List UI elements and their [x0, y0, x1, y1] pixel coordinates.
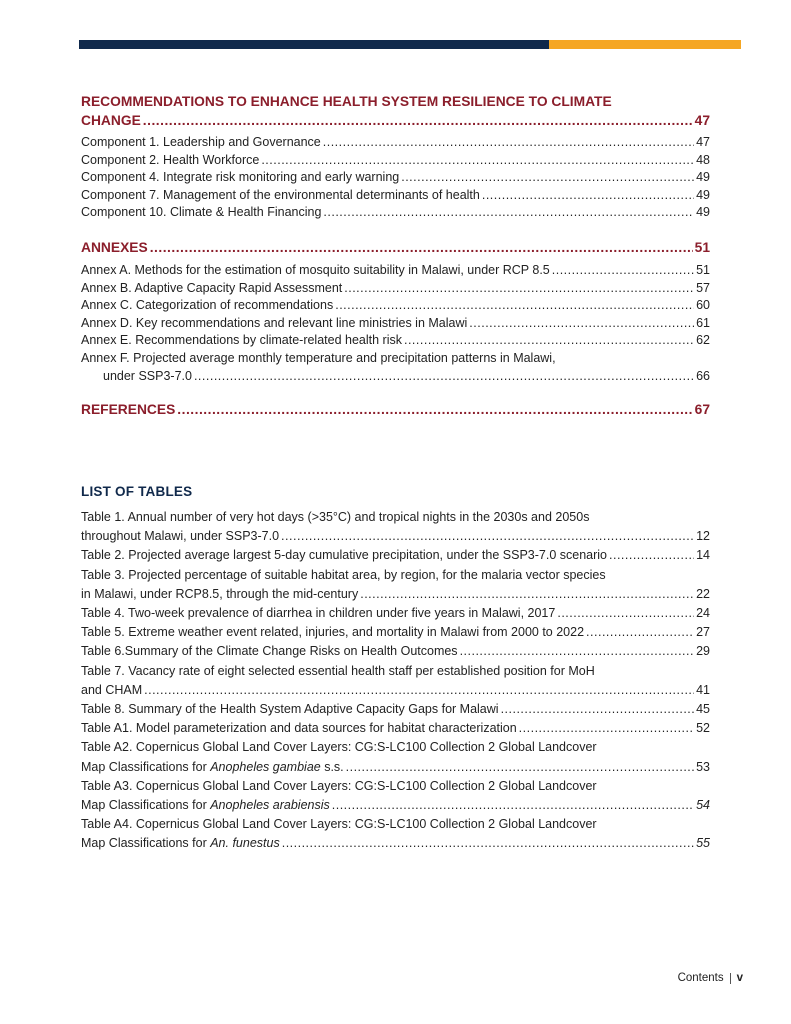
toc-item[interactable] — [81, 169, 710, 187]
toc-item-page: 49 — [696, 170, 710, 185]
toc-item[interactable] — [81, 297, 710, 315]
toc-item-page: 57 — [696, 280, 710, 295]
toc-item-label: Annex C. Categorization of recommendations — [81, 298, 334, 313]
table-entry-page: 45 — [696, 702, 710, 717]
toc-item[interactable] — [81, 134, 710, 152]
toc-heading-page: 51 — [694, 240, 710, 255]
table-entry-page: 27 — [696, 625, 710, 640]
toc-item-page: 62 — [696, 333, 710, 348]
toc-item-page: 51 — [696, 263, 710, 277]
toc-item-page: 48 — [696, 152, 710, 167]
table-entry[interactable] — [81, 681, 710, 700]
table-entry[interactable] — [81, 719, 710, 738]
toc-item-page: 47 — [696, 135, 710, 149]
table-entry[interactable] — [81, 700, 710, 719]
table-entry-label: Table 2. Projected average largest 5-day cumulative precipitation, under the SSP3-7.0 scenario — [81, 548, 607, 563]
table-entry[interactable] — [81, 623, 710, 642]
toc-item-label: Annex E. Recommendations by climate-related health risk — [81, 333, 402, 348]
footer-label: Contents — [677, 972, 724, 984]
table-entry-page: 41 — [696, 682, 710, 697]
table-entry-label: in Malawi, under RCP8.5, through the mid-century — [81, 586, 359, 601]
toc-item-page: 60 — [696, 298, 710, 313]
toc-item-label: Component 4. Integrate risk monitoring and early warning — [81, 170, 400, 185]
toc-heading-recommendations-line1: RECOMMENDATIONS TO ENHANCE HEALTH SYSTEM RESILIENCE TO CLIMATE — [81, 94, 612, 109]
table-entry[interactable] — [81, 585, 710, 604]
toc-item-label: Component 2. Health Workforce — [81, 152, 260, 167]
table-entry-page: 22 — [696, 586, 710, 601]
table-entry-label: throughout Malawi, under SSP3-7.0 — [81, 529, 280, 544]
toc-item[interactable] — [81, 315, 710, 333]
table-entry-label: Table 8. Summary of the Health System Adaptive Capacity Gaps for Malawi — [81, 702, 499, 717]
table-entry-page: 52 — [696, 721, 710, 736]
toc-item-label: Annex D. Key recommendations and relevant line ministries in Malawi — [81, 315, 468, 330]
footer-page-number: v — [736, 972, 743, 984]
table-entry-label: Table 5. Extreme weather event related, injuries, and mortality in Malawi from 2000 to 2022 — [81, 625, 585, 640]
table-entry-line[interactable]: Table A4. Copernicus Global Land Cover Layers: CG:S-LC100 Collection 2 Global Landcover — [81, 817, 597, 832]
toc-item-label: Component 7. Management of the environmental determinants of health — [81, 187, 480, 202]
table-entry[interactable] — [81, 527, 710, 546]
toc-heading-recommendations[interactable] — [81, 111, 710, 130]
table-entry-label: Map Classifications for An. funestus — [81, 836, 280, 851]
table-entry-line[interactable]: Table 3. Projected percentage of suitable habitat area, by region, for the malaria vector species — [81, 567, 606, 582]
toc-item-page: 49 — [696, 205, 710, 220]
toc-heading-page: 47 — [694, 113, 710, 128]
table-entry-page: 53 — [696, 759, 710, 774]
footer-divider — [730, 973, 731, 984]
top-color-bar — [79, 40, 741, 49]
toc-heading-references[interactable] — [81, 400, 710, 420]
table-entry-label: Table 4. Two-week prevalence of diarrhea in children under five years in Malawi, 2017 — [81, 606, 556, 621]
toc-item[interactable] — [81, 187, 710, 205]
toc-item-label: Annex A. Methods for the estimation of mosquito suitability in Malawi, under RCP 8.5 — [81, 263, 550, 277]
toc-item[interactable] — [81, 204, 710, 222]
toc-heading-page: 67 — [694, 402, 710, 417]
toc-item-annex-f-line1[interactable]: Annex F. Projected average monthly temperature and precipitation patterns in Malawi, — [81, 350, 556, 365]
table-entry-line[interactable]: Table A3. Copernicus Global Land Cover Layers: CG:S-LC100 Collection 2 Global Landcover — [81, 778, 597, 793]
table-entry-page: 14 — [696, 548, 710, 563]
toc-annexes — [81, 238, 710, 385]
toc-item[interactable] — [81, 332, 710, 350]
toc-heading-annexes[interactable] — [81, 238, 710, 258]
toc-item-label: Annex B. Adaptive Capacity Rapid Assessment — [81, 280, 343, 295]
table-entry-page: 24 — [696, 606, 710, 621]
table-entry-label: and CHAM — [81, 682, 143, 697]
toc-item-label: Component 1. Leadership and Governance — [81, 135, 321, 149]
table-entry-line[interactable]: Table 1. Annual number of very hot days (>35°C) and tropical nights in the 2030s and 2050s — [81, 510, 590, 524]
table-entry-page: 12 — [696, 529, 710, 544]
table-entry-page: 54 — [696, 798, 710, 813]
table-entry-label: Table 6.Summary of the Climate Change Risks on Health Outcomes — [81, 644, 458, 659]
table-entry[interactable] — [81, 796, 710, 815]
toc-item-annex-f[interactable] — [81, 368, 710, 386]
toc-recommendations — [81, 92, 710, 222]
table-entry-label: Map Classifications for Anopheles arabiensis — [81, 798, 330, 813]
toc-item-page: 66 — [696, 368, 710, 383]
table-entry-line[interactable]: Table A2. Copernicus Global Land Cover Layers: CG:S-LC100 Collection 2 Global Landcover — [81, 740, 597, 755]
table-entry[interactable] — [81, 834, 710, 853]
toc-references — [81, 400, 710, 420]
table-entry-label: Table A1. Model parameterization and data sources for habitat characterization — [81, 721, 517, 736]
toc-heading-label: REFERENCES — [81, 402, 176, 417]
toc-item-label: Component 10. Climate & Health Financing — [81, 205, 322, 220]
toc-heading-label: CHANGE — [81, 113, 141, 128]
table-entry[interactable] — [81, 546, 710, 565]
table-entry-label: Map Classifications for Anopheles gambiae s.s. — [81, 759, 344, 774]
toc-item[interactable] — [81, 280, 710, 298]
toc-heading-label: ANNEXES — [81, 240, 148, 255]
list-of-tables-heading: LIST OF TABLES — [81, 484, 193, 499]
toc-item-label: under SSP3-7.0 — [103, 368, 192, 383]
toc-item[interactable] — [81, 262, 710, 280]
table-entry[interactable] — [81, 604, 710, 623]
toc-item-page: 49 — [696, 187, 710, 202]
toc-item[interactable] — [81, 152, 710, 170]
table-entry-page: 55 — [696, 836, 710, 851]
list-of-tables — [81, 508, 710, 854]
page-footer — [678, 972, 743, 984]
table-entry-line[interactable]: Table 7. Vacancy rate of eight selected essential health staff per established position for MoH — [81, 663, 595, 678]
table-entry[interactable] — [81, 758, 710, 777]
top-bar-navy-segment — [79, 40, 549, 49]
toc-item-page: 61 — [696, 315, 710, 330]
top-bar-gold-segment — [549, 40, 741, 49]
table-entry-page: 29 — [696, 644, 710, 659]
table-entry[interactable] — [81, 642, 710, 661]
